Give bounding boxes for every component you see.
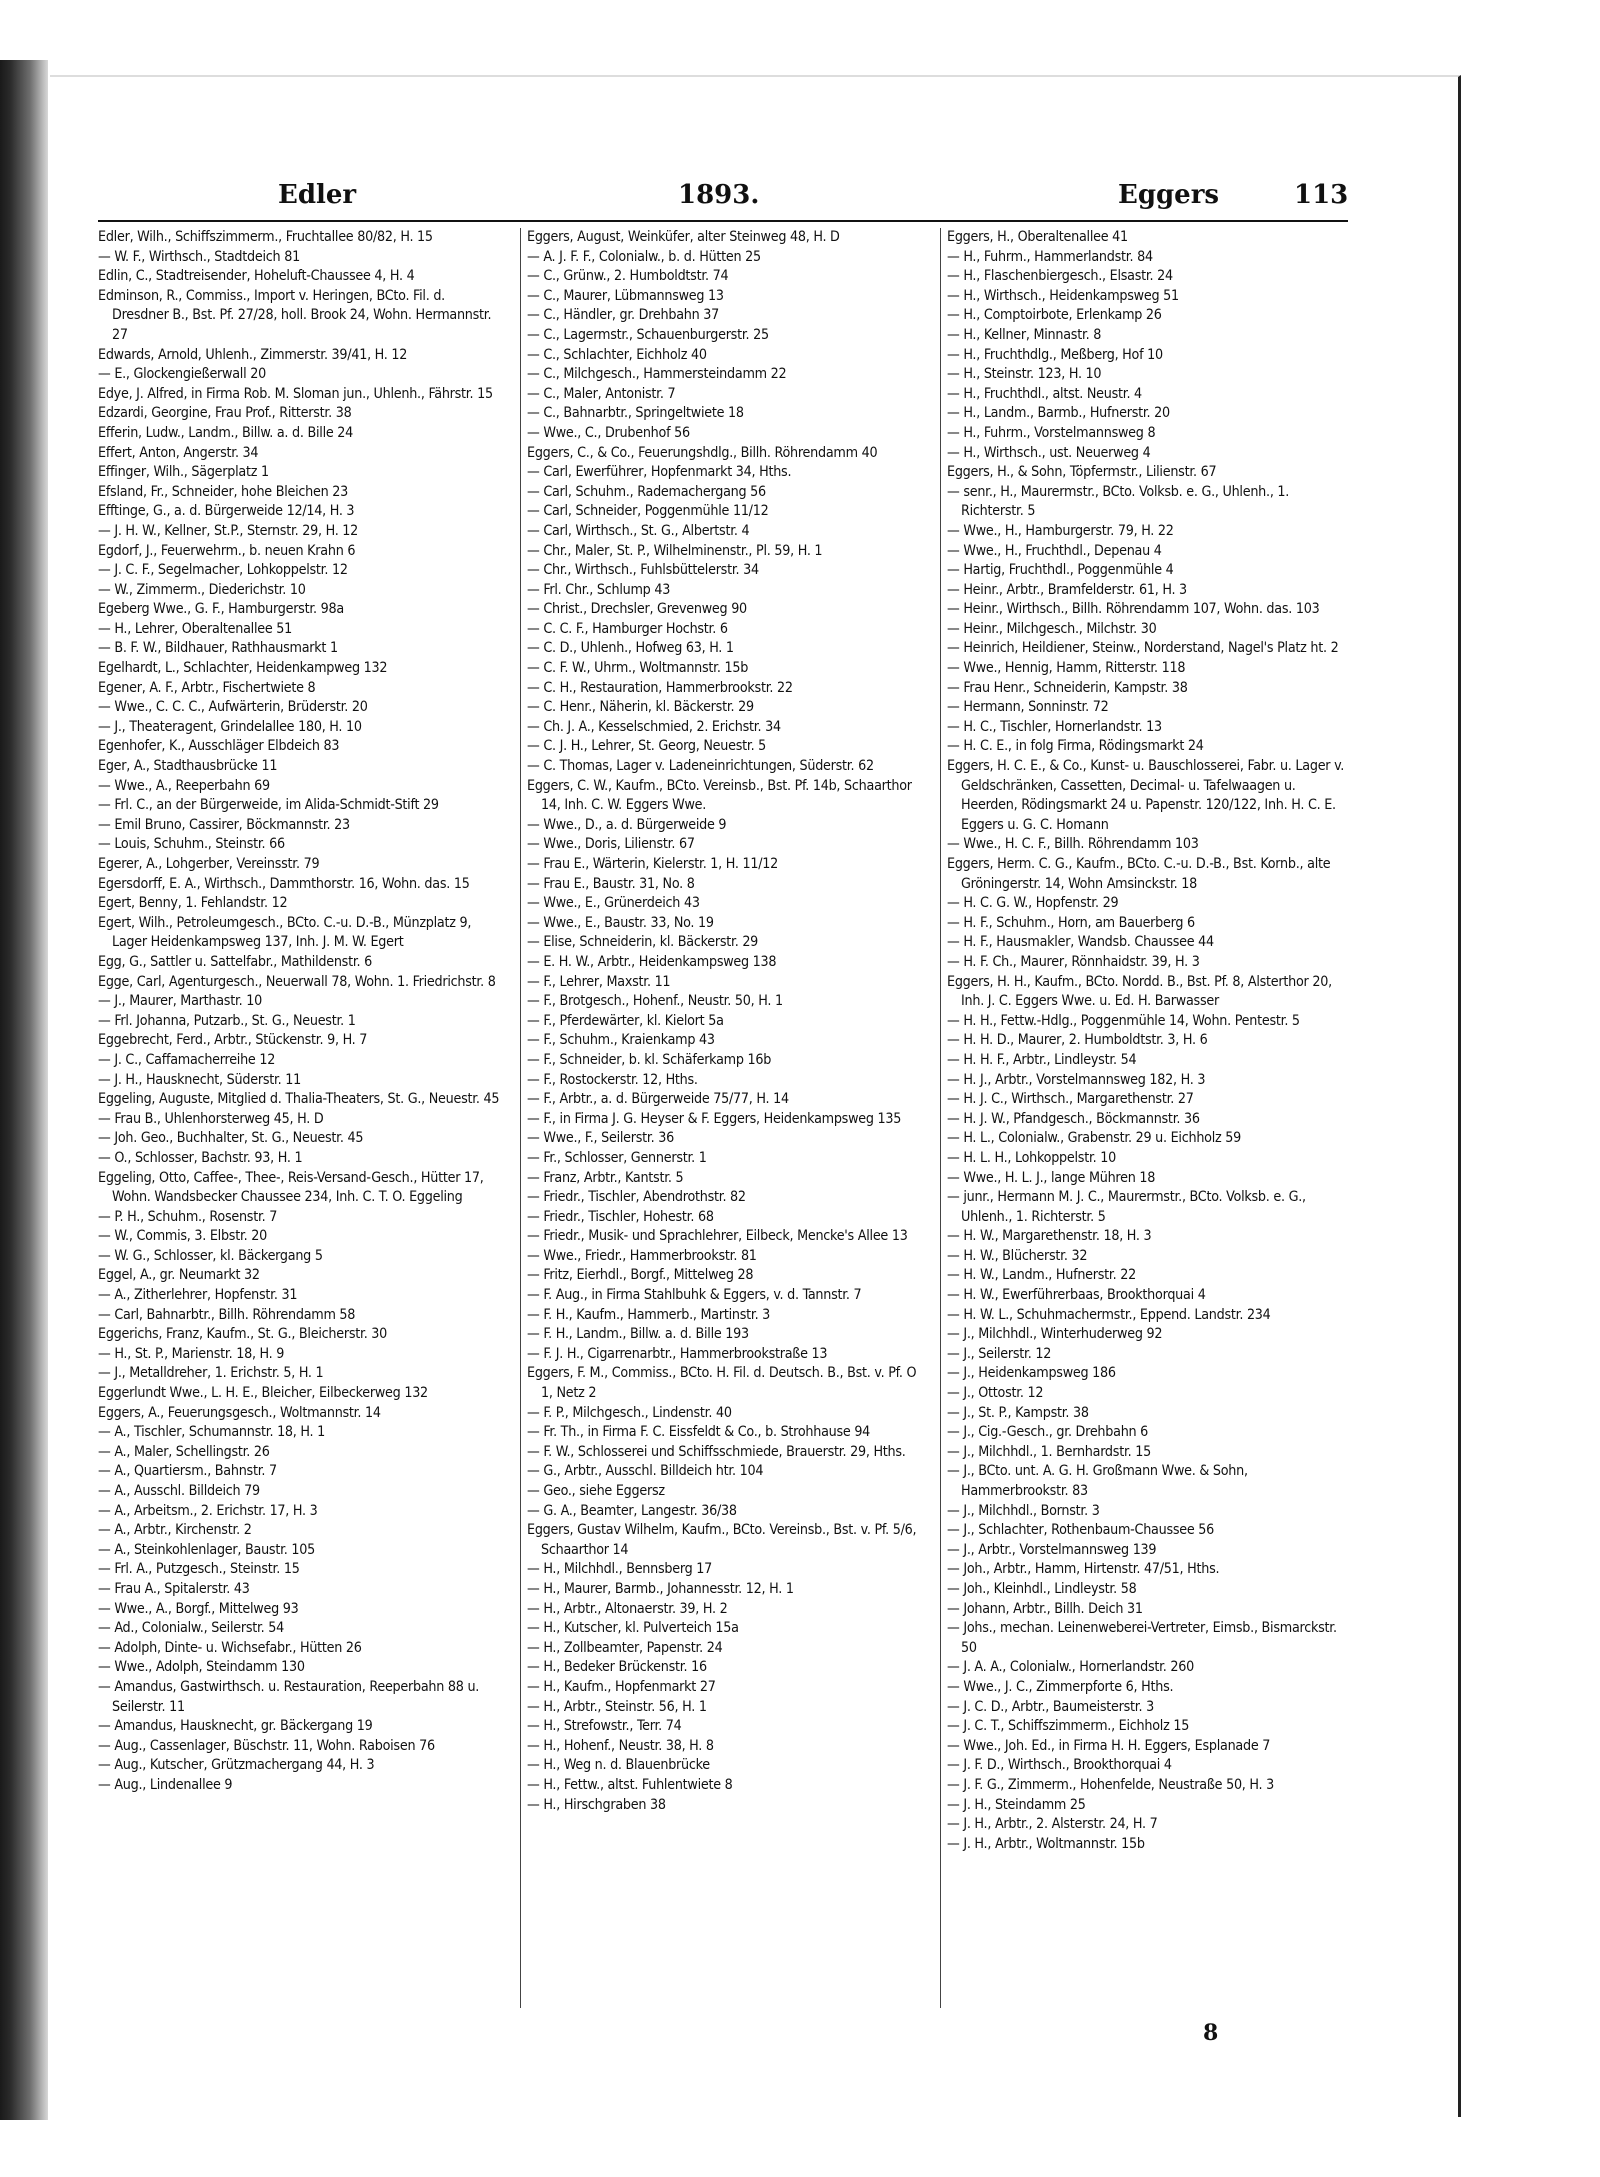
directory-entry: — J., Metalldreher, 1. Erichstr. 5, H. 1 bbox=[98, 1365, 324, 1382]
directory-entry: Egg, G., Sattler u. Sattelfabr., Mathildenstr. 6 bbox=[98, 953, 372, 970]
directory-entry: — F., Pferdewärter, kl. Kielort 5a bbox=[527, 1012, 724, 1029]
directory-entry: — Heinrich, Heildiener, Steinw., Norderstand, Nagel's Platz ht. 2 bbox=[947, 640, 1339, 657]
directory-entry: — E., Glockengießerwall 20 bbox=[98, 366, 266, 383]
directory-entry: — J. F. G., Zimmerm., Hohenfelde, Neustraße 50, H. 3 bbox=[947, 1776, 1274, 1793]
directory-entry: Edwards, Arnold, Uhlenh., Zimmerstr. 39/41, H. 12 bbox=[98, 346, 408, 363]
directory-entry: — H., Hirschgraben 38 bbox=[527, 1796, 666, 1813]
directory-entry: — H., Milchhdl., Bennsberg 17 bbox=[527, 1561, 712, 1578]
directory-entry: Eggeling, Otto, Caffee-, Thee-, Reis-Versand-Gesch., Hütter 17, Wohn. Wandsbecker Chaussee 234, Inh. C. T. O. Eggeling bbox=[98, 1169, 484, 1206]
directory-entry: — Friedr., Tischler, Abendrothstr. 82 bbox=[527, 1189, 746, 1206]
directory-entry: — Aug., Kutscher, Grützmachergang 44, H. 3 bbox=[98, 1757, 375, 1774]
directory-entry: — H., Arbtr., Steinstr. 56, H. 1 bbox=[527, 1698, 707, 1715]
directory-entry: — J., BCto. unt. A. G. H. Großmann Wwe. & Sohn, Hammerbrookstr. 83 bbox=[947, 1463, 1248, 1499]
directory-entry: — H. H., Fettw.-Hdlg., Poggenmühle 14, Wohn. Pentestr. 5 bbox=[947, 1012, 1300, 1029]
directory-entry: — Aug., Cassenlager, Büschstr. 11, Wohn. Raboisen 76 bbox=[98, 1737, 435, 1754]
directory-entry: — H., Steinstr. 123, H. 10 bbox=[947, 366, 1102, 383]
directory-entry: — C., Lagermstr., Schauenburgerstr. 25 bbox=[527, 326, 769, 343]
directory-entry: — F. Aug., in Firma Stahlbuhk & Eggers, v. d. Tannstr. 7 bbox=[527, 1287, 862, 1304]
directory-entry: — H. C. G. W., Hopfenstr. 29 bbox=[947, 895, 1119, 912]
directory-entry: — H., Bedeker Brückenstr. 16 bbox=[527, 1659, 707, 1676]
directory-entry: — A., Tischler, Schumannstr. 18, H. 1 bbox=[98, 1424, 325, 1441]
directory-entry: — C., Milchgesch., Hammersteindamm 22 bbox=[527, 366, 787, 383]
directory-entry: Eggers, Herm. C. G., Kaufm., BCto. C.-u. D.-B., Bst. Kornb., alte Gröningerstr. 14, Wohn Amsinckstr. 18 bbox=[947, 856, 1331, 892]
directory-entry: — Carl, Schuhm., Rademachergang 56 bbox=[527, 483, 766, 500]
directory-entry: — J. H., Arbtr., Woltmannstr. 15b bbox=[947, 1835, 1145, 1852]
directory-entry: — Heinr., Milchgesch., Milchstr. 30 bbox=[947, 620, 1157, 637]
directory-entry: — H., Maurer, Barmb., Johannesstr. 12, H. 1 bbox=[527, 1580, 794, 1597]
directory-entry: Eggerlundt Wwe., L. H. E., Bleicher, Eilbeckerweg 132 bbox=[98, 1385, 428, 1402]
directory-entry: — Carl, Ewerführer, Hopfenmarkt 34, Hths. bbox=[527, 464, 792, 481]
directory-entry: — H., Kellner, Minnastr. 8 bbox=[947, 326, 1102, 343]
directory-entry: — F. P., Milchgesch., Lindenstr. 40 bbox=[527, 1404, 732, 1421]
directory-entry: Egelhardt, L., Schlachter, Heidenkampweg 132 bbox=[98, 660, 388, 677]
directory-entry: — P. H., Schuhm., Rosenstr. 7 bbox=[98, 1208, 278, 1225]
directory-entry: — J., Milchhdl., 1. Bernhardstr. 15 bbox=[947, 1443, 1151, 1460]
directory-entry: — Wwe., D., a. d. Bürgerweide 9 bbox=[527, 816, 727, 833]
directory-entry: — C., Schlachter, Eichholz 40 bbox=[527, 346, 707, 363]
directory-entry: — Hermann, Sonninstr. 72 bbox=[947, 699, 1109, 716]
directory-entry: — A., Zitherlehrer, Hopfenstr. 31 bbox=[98, 1287, 298, 1304]
directory-entry: — Friedr., Musik- und Sprachlehrer, Eilbeck, Mencke's Allee 13 bbox=[527, 1228, 908, 1245]
directory-entry: Eger, A., Stadthausbrücke 11 bbox=[98, 758, 278, 775]
directory-entry: — C., Grünw., 2. Humboldtstr. 74 bbox=[527, 268, 729, 285]
directory-entry: Eggerichs, Franz, Kaufm., St. G., Bleicherstr. 30 bbox=[98, 1326, 388, 1343]
directory-entry: — Joh., Kleinhdl., Lindleystr. 58 bbox=[947, 1580, 1137, 1597]
directory-entry: — H. H. D., Maurer, 2. Humboldtstr. 3, H. 6 bbox=[947, 1032, 1208, 1049]
directory-entry: — H. C., Tischler, Hornerlandstr. 13 bbox=[947, 718, 1162, 735]
directory-entry: — A. J. F. F., Colonialw., b. d. Hütten 25 bbox=[527, 248, 761, 265]
directory-entry: — J., Milchhdl., Bornstr. 3 bbox=[947, 1502, 1100, 1519]
directory-page bbox=[98, 180, 1349, 2046]
directory-entry: — H., Fruchthdlg., Meßberg, Hof 10 bbox=[947, 346, 1163, 363]
directory-entry: — H. L., Colonialw., Grabenstr. 29 u. Eichholz 59 bbox=[947, 1130, 1242, 1147]
directory-entry: — Chr., Wirthsch., Fuhlsbüttelerstr. 34 bbox=[527, 562, 759, 579]
directory-entry: — Wwe., H., Fruchthdl., Depenau 4 bbox=[947, 542, 1162, 559]
directory-entry: — W., Zimmerm., Diederichstr. 10 bbox=[98, 581, 306, 598]
directory-entry: — Heinr., Arbtr., Bramfelderstr. 61, H. 3 bbox=[947, 581, 1187, 598]
directory-entry: — H., Fuhrm., Hammerlandstr. 84 bbox=[947, 248, 1153, 265]
directory-entry: — H., Zollbeamter, Papenstr. 24 bbox=[527, 1639, 723, 1656]
directory-entry: — Friedr., Tischler, Hohestr. 68 bbox=[527, 1208, 714, 1225]
directory-entry: — J., Theateragent, Grindelallee 180, H. 10 bbox=[98, 718, 362, 735]
directory-entry: — F., Rostockerstr. 12, Hths. bbox=[527, 1071, 698, 1088]
directory-entry: — C. H., Restauration, Hammerbrookstr. 22 bbox=[527, 679, 793, 696]
directory-entry: Eggers, August, Weinküfer, alter Steinweg 48, H. D bbox=[527, 229, 840, 245]
directory-entry: — Wwe., H. C. F., Billh. Röhrendamm 103 bbox=[947, 836, 1199, 853]
directory-entry: — J., St. P., Kampstr. 38 bbox=[947, 1404, 1089, 1421]
directory-entry: — H. W., Landm., Hufnerstr. 22 bbox=[947, 1267, 1136, 1284]
directory-entry: Egener, A. F., Arbtr., Fischertwiete 8 bbox=[98, 679, 316, 696]
directory-entry: — A., Arbeitsm., 2. Erichstr. 17, H. 3 bbox=[98, 1502, 318, 1519]
directory-entry: — G., Arbtr., Ausschl. Billdeich htr. 104 bbox=[527, 1463, 764, 1480]
directory-entry: — H. W., Margarethenstr. 18, H. 3 bbox=[947, 1228, 1152, 1245]
directory-entry: — Frl. A., Putzgesch., Steinstr. 15 bbox=[98, 1561, 300, 1578]
directory-entry: — C. J. H., Lehrer, St. Georg, Neuestr. 5 bbox=[527, 738, 767, 755]
directory-entry: — A., Maler, Schellingstr. 26 bbox=[98, 1443, 270, 1460]
directory-entry: — Frl. Chr., Schlump 43 bbox=[527, 581, 671, 598]
directory-entry: Egert, Benny, 1. Fehlandstr. 12 bbox=[98, 895, 288, 912]
directory-entry: Eggeling, Auguste, Mitglied d. Thalia-Theaters, St. G., Neuestr. 45 bbox=[98, 1091, 500, 1108]
directory-entry: — J., Cig.-Gesch., gr. Drehbahn 6 bbox=[947, 1424, 1149, 1441]
directory-entry: — C. F. W., Uhrm., Woltmannstr. 15b bbox=[527, 660, 749, 677]
directory-entry: — Joh. Geo., Buchhalter, St. G., Neuestr. 45 bbox=[98, 1130, 364, 1147]
directory-entry: Eggel, A., gr. Neumarkt 32 bbox=[98, 1267, 260, 1284]
directory-entry: — H. J. C., Wirthsch., Margarethenstr. 27 bbox=[947, 1091, 1194, 1108]
directory-entry: — Elise, Schneiderin, kl. Bäckerstr. 29 bbox=[527, 934, 759, 951]
directory-entry: — C. D., Uhlenh., Hofweg 63, H. 1 bbox=[527, 640, 734, 657]
directory-entry: — G. A., Beamter, Langestr. 36/38 bbox=[527, 1502, 737, 1519]
directory-entry: — Amandus, Hausknecht, gr. Bäckergang 19 bbox=[98, 1718, 373, 1735]
directory-entry: — J., Schlachter, Rothenbaum-Chaussee 56 bbox=[947, 1522, 1214, 1539]
directory-entry: — W., Commis, 3. Elbstr. 20 bbox=[98, 1228, 267, 1245]
directory-entry: — J., Seilerstr. 12 bbox=[947, 1345, 1052, 1362]
directory-entry: — C., Maler, Antonistr. 7 bbox=[527, 385, 676, 402]
directory-entry: — Wwe., E., Grünerdeich 43 bbox=[527, 895, 700, 912]
book-gutter-shadow bbox=[0, 60, 48, 2120]
directory-entry: Eggebrecht, Ferd., Arbtr., Stückenstr. 9, H. 7 bbox=[98, 1032, 368, 1049]
directory-entry: — F., in Firma J. G. Heyser & F. Eggers, Heidenkampsweg 135 bbox=[527, 1110, 902, 1127]
directory-entry: — H. C. E., in folg Firma, Rödingsmarkt 24 bbox=[947, 738, 1204, 755]
directory-entry: — Wwe., E., Baustr. 33, No. 19 bbox=[527, 914, 714, 931]
directory-entry: — Frl. C., an der Bürgerweide, im Alida-Schmidt-Stift 29 bbox=[98, 797, 439, 814]
directory-entry: — Heinr., Wirthsch., Billh. Röhrendamm 107, Wohn. das. 103 bbox=[947, 601, 1320, 618]
directory-entry: — H., Lehrer, Oberaltenallee 51 bbox=[98, 620, 293, 637]
directory-entry: — H., Landm., Barmb., Hufnerstr. 20 bbox=[947, 405, 1170, 422]
directory-entry: — A., Quartiersm., Bahnstr. 7 bbox=[98, 1463, 277, 1480]
directory-entry: — J. A. A., Colonialw., Hornerlandstr. 260 bbox=[947, 1659, 1194, 1676]
directory-entry: — F., Schuhm., Kraienkamp 43 bbox=[527, 1032, 715, 1049]
directory-entry: Eggers, H. C. E., & Co., Kunst- u. Bauschlosserei, Fabr. u. Lager v. Geldschränken, Cassetten, Decimal- u. Tafelwaagen u. Heerden, Rödingsmarkt 24 u. Papenstr. 120/122, Inh. H. C. E. Eggers u. G. C. Homann bbox=[947, 758, 1345, 833]
directory-entry: — Frau Henr., Schneiderin, Kampstr. 38 bbox=[947, 679, 1188, 696]
directory-entry: — J., Arbtr., Vorstelmannsweg 139 bbox=[947, 1541, 1157, 1558]
directory-entry: Egerer, A., Lohgerber, Vereinsstr. 79 bbox=[98, 856, 320, 872]
directory-entry: — F. J. H., Cigarrenarbtr., Hammerbrookstraße 13 bbox=[527, 1345, 828, 1362]
column-3 bbox=[940, 228, 1349, 2008]
directory-entry: — A., Arbtr., Kirchenstr. 2 bbox=[98, 1522, 252, 1539]
directory-entry: Egeberg Wwe., G. F., Hamburgerstr. 98a bbox=[98, 601, 344, 618]
directory-entry: — E. H. W., Arbtr., Heidenkampsweg 138 bbox=[527, 953, 777, 970]
directory-entry: — Wwe., Doris, Lilienstr. 67 bbox=[527, 836, 695, 853]
directory-entry: — H. W. L., Schuhmachermstr., Eppend. Landstr. 234 bbox=[947, 1306, 1271, 1323]
directory-entry: — C., Maurer, Lübmannsweg 13 bbox=[527, 287, 724, 304]
directory-entry: — Wwe., A., Reeperbahn 69 bbox=[98, 777, 270, 794]
directory-entry: — W. G., Schlosser, kl. Bäckergang 5 bbox=[98, 1247, 323, 1264]
directory-entry: — Fr., Schlosser, Gennerstr. 1 bbox=[527, 1149, 707, 1166]
directory-entry: — Carl, Schneider, Poggenmühle 11/12 bbox=[527, 503, 769, 520]
directory-entry: — H., Hohenf., Neustr. 38, H. 8 bbox=[527, 1737, 714, 1754]
directory-entry: — Wwe., A., Borgf., Mittelweg 93 bbox=[98, 1600, 299, 1617]
directory-entry: — Wwe., H., Hamburgerstr. 79, H. 22 bbox=[947, 522, 1174, 539]
directory-entry: — Christ., Drechsler, Grevenweg 90 bbox=[527, 601, 747, 618]
page-number: 113 bbox=[1294, 180, 1349, 210]
directory-entry: Eggers, Gustav Wilhelm, Kaufm., BCto. Vereinsb., Bst. v. Pf. 5/6, Schaarthor 14 bbox=[527, 1522, 917, 1558]
directory-entry: Edzardi, Georgine, Frau Prof., Ritterstr. 38 bbox=[98, 405, 352, 422]
directory-entry: — junr., Hermann M. J. C., Maurermstr., BCto. Volksb. e. G., Uhlenh., 1. Richterstr. 5 bbox=[947, 1189, 1306, 1225]
directory-entry: Eggers, H. H., Kaufm., BCto. Nordd. B., Bst. Pf. 8, Alsterthor 20, Inh. J. C. Eggers Wwe. u. Ed. H. Barwasser bbox=[947, 973, 1332, 1010]
directory-entry: — H., Kaufm., Hopfenmarkt 27 bbox=[527, 1678, 716, 1695]
running-header bbox=[98, 180, 1348, 222]
directory-entry: — H. F., Schuhm., Horn, am Bauerberg 6 bbox=[947, 914, 1195, 931]
directory-entry: Eggers, H., Oberaltenallee 41 bbox=[947, 229, 1128, 245]
directory-entry: — J. C. T., Schiffszimmerm., Eichholz 15 bbox=[947, 1718, 1190, 1735]
directory-entry: Eggers, F. M., Commiss., BCto. H. Fil. d. Deutsch. B., Bst. v. Pf. O 1, Netz 2 bbox=[527, 1365, 917, 1402]
directory-entry: — Wwe., Friedr., Hammerbrookstr. 81 bbox=[527, 1247, 757, 1264]
directory-entry: — F. H., Kaufm., Hammerb., Martinstr. 3 bbox=[527, 1306, 771, 1323]
directory-entry: — A., Ausschl. Billdeich 79 bbox=[98, 1483, 260, 1499]
directory-entry: — O., Schlosser, Bachstr. 93, H. 1 bbox=[98, 1149, 303, 1166]
directory-entry: — C. C. F., Hamburger Hochstr. 6 bbox=[527, 620, 728, 637]
directory-entry: — Wwe., Adolph, Steindamm 130 bbox=[98, 1659, 305, 1676]
directory-entry: — Frau E., Wärterin, Kielerstr. 1, H. 11/12 bbox=[527, 856, 779, 872]
signature-mark: 8 bbox=[1203, 2020, 1219, 2046]
directory-entry: — Frau B., Uhlenhorsterweg 45, H. D bbox=[98, 1110, 324, 1127]
directory-entry: — C. Thomas, Lager v. Ladeneinrichtungen, Süderstr. 62 bbox=[527, 758, 874, 775]
directory-entry: Edminson, R., Commiss., Import v. Heringen, BCto. Fil. d. Dresdner B., Bst. Pf. 27/28, holl. Brook 24, Wohn. Hermannstr. 27 bbox=[98, 287, 492, 343]
directory-entry: — H. F. Ch., Maurer, Rönnhaidstr. 39, H. 3 bbox=[947, 953, 1200, 970]
directory-entry: — J. C. D., Arbtr., Baumeisterstr. 3 bbox=[947, 1698, 1154, 1715]
directory-entry: — Wwe., H. L. J., lange Mühren 18 bbox=[947, 1169, 1156, 1186]
column-1 bbox=[98, 228, 504, 2008]
directory-entry: Edlin, C., Stadtreisender, Hoheluft-Chaussee 4, H. 4 bbox=[98, 268, 415, 285]
directory-entry: Eggers, A., Feuerungsgesch., Woltmannstr. 14 bbox=[98, 1404, 381, 1421]
directory-entry: — Wwe., C., Drubenhof 56 bbox=[527, 424, 690, 441]
directory-entry: Egenhofer, K., Ausschläger Elbdeich 83 bbox=[98, 738, 340, 755]
directory-entry: — H. J. W., Pfandgesch., Böckmannstr. 36 bbox=[947, 1110, 1200, 1127]
directory-entry: — senr., H., Maurermstr., BCto. Volksb. e. G., Uhlenh., 1. Richterstr. 5 bbox=[947, 483, 1290, 520]
directory-entry: — Franz, Arbtr., Kantstr. 5 bbox=[527, 1169, 684, 1186]
directory-entry: — Wwe., Joh. Ed., in Firma H. H. Eggers, Esplanade 7 bbox=[947, 1737, 1271, 1754]
header-rule bbox=[98, 220, 1348, 222]
directory-entry: — Frau A., Spitalerstr. 43 bbox=[98, 1580, 250, 1597]
directory-entry: — Carl, Bahnarbtr., Billh. Röhrendamm 58 bbox=[98, 1306, 356, 1323]
directory-entry: — J. H., Arbtr., 2. Alsterstr. 24, H. 7 bbox=[947, 1816, 1158, 1833]
directory-entry: Edye, J. Alfred, in Firma Rob. M. Sloman jun., Uhlenh., Fährstr. 15 bbox=[98, 385, 493, 402]
directory-entry: — H., Comptoirbote, Erlenkamp 26 bbox=[947, 307, 1162, 324]
directory-entry: — H., Wirthsch., Heidenkampsweg 51 bbox=[947, 287, 1179, 304]
header-year: 1893. bbox=[678, 180, 760, 210]
directory-entry: — Adolph, Dinte- u. Wichsefabr., Hütten 26 bbox=[98, 1639, 362, 1656]
directory-entry: — W. F., Wirthsch., Stadtdeich 81 bbox=[98, 248, 300, 265]
directory-entry: Eggers, C., & Co., Feuerungshdlg., Billh. Röhrendamm 40 bbox=[527, 444, 878, 461]
directory-entry: Egge, Carl, Agenturgesch., Neuerwall 78, Wohn. 1. Friedrichstr. 8 bbox=[98, 973, 496, 990]
directory-entry: Edler, Wilh., Schiffszimmerm., Fruchtallee 80/82, H. 15 bbox=[98, 229, 433, 245]
directory-entry: — H., Flaschenbiergesch., Elsastr. 24 bbox=[947, 268, 1173, 285]
directory-entry: Eggers, C. W., Kaufm., BCto. Vereinsb., Bst. Pf. 14b, Schaarthor 14, Inh. C. W. Eggers Wwe. bbox=[527, 777, 912, 814]
directory-entry: — C., Bahnarbtr., Springeltwiete 18 bbox=[527, 405, 744, 422]
directory-entry: — J. H. W., Kellner, St.P., Sternstr. 29, H. 12 bbox=[98, 522, 359, 539]
header-first-name: Edler bbox=[278, 180, 357, 210]
directory-entry: — Wwe., Hennig, Hamm, Ritterstr. 118 bbox=[947, 660, 1186, 677]
directory-entry: Effinger, Wilh., Sägerplatz 1 bbox=[98, 464, 269, 481]
directory-entry: — Frau E., Baustr. 31, No. 8 bbox=[527, 875, 695, 892]
directory-entry: — J., Ottostr. 12 bbox=[947, 1385, 1044, 1402]
directory-entry: — H. W., Blücherstr. 32 bbox=[947, 1247, 1088, 1264]
column-2 bbox=[520, 228, 927, 2008]
directory-entry: — H. L. H., Lohkoppelstr. 10 bbox=[947, 1149, 1116, 1166]
directory-entry: — Fritz, Eierhdl., Borgf., Mittelweg 28 bbox=[527, 1267, 754, 1284]
directory-entry: — Louis, Schuhm., Steinstr. 66 bbox=[98, 836, 285, 853]
directory-entry: — J. H., Hausknecht, Süderstr. 11 bbox=[98, 1071, 302, 1088]
directory-entry: — Emil Bruno, Cassirer, Böckmannstr. 23 bbox=[98, 816, 350, 833]
directory-entry: — Johann, Arbtr., Billh. Deich 31 bbox=[947, 1600, 1143, 1617]
directory-entry: — Fr. Th., in Firma F. C. Eissfeldt & Co., b. Strohhause 94 bbox=[527, 1424, 871, 1441]
directory-entry: — Carl, Wirthsch., St. G., Albertstr. 4 bbox=[527, 522, 750, 539]
directory-entry: — F., Lehrer, Maxstr. 11 bbox=[527, 973, 671, 990]
directory-entry: — F. H., Landm., Billw. a. d. Bille 193 bbox=[527, 1326, 749, 1343]
header-last-name: Eggers bbox=[1118, 180, 1220, 210]
directory-entry: — H., Fuhrm., Vorstelmannsweg 8 bbox=[947, 424, 1156, 441]
directory-entry: — H. W., Ewerführerbaas, Brookthorquai 4 bbox=[947, 1287, 1206, 1304]
directory-entry: — Johs., mechan. Leinenweberei-Vertreter, Eimsb., Bismarckstr. 50 bbox=[947, 1620, 1337, 1656]
directory-entry: — H., Kutscher, kl. Pulverteich 15a bbox=[527, 1620, 739, 1637]
directory-entry: — J., Heidenkampsweg 186 bbox=[947, 1365, 1116, 1382]
directory-entry: — H., Weg n. d. Blauenbrücke bbox=[527, 1757, 710, 1774]
directory-entry: — J. H., Steindamm 25 bbox=[947, 1796, 1086, 1813]
directory-entry: — H., Wirthsch., ust. Neuerweg 4 bbox=[947, 444, 1151, 461]
directory-entry: — Joh., Arbtr., Hamm, Hirtenstr. 47/51, Hths. bbox=[947, 1561, 1220, 1578]
directory-entry: Effert, Anton, Angerstr. 34 bbox=[98, 444, 259, 461]
directory-entry: — H., St. P., Marienstr. 18, H. 9 bbox=[98, 1345, 285, 1362]
directory-entry: — H. F., Hausmakler, Wandsb. Chaussee 44 bbox=[947, 934, 1214, 951]
directory-entry: Egert, Wilh., Petroleumgesch., BCto. C.-u. D.-B., Münzplatz 9, Lager Heidenkampsweg 137, Inh. J. M. W. Egert bbox=[98, 914, 472, 951]
directory-entry: — Chr., Maler, St. P., Wilhelminenstr., Pl. 59, H. 1 bbox=[527, 542, 823, 559]
directory-entry: Egersdorff, E. A., Wirthsch., Dammthorstr. 16, Wohn. das. 15 bbox=[98, 875, 470, 892]
directory-entry: — H., Arbtr., Altonaerstr. 39, H. 2 bbox=[527, 1600, 728, 1617]
directory-entry: — F., Brotgesch., Hohenf., Neustr. 50, H. 1 bbox=[527, 993, 783, 1010]
directory-entry: — Frl. Johanna, Putzarb., St. G., Neuestr. 1 bbox=[98, 1012, 356, 1029]
directory-entry: — F. W., Schlosserei und Schiffsschmiede, Brauerstr. 29, Hths. bbox=[527, 1443, 906, 1460]
directory-entry: — H., Fettw., altst. Fuhlentwiete 8 bbox=[527, 1776, 733, 1793]
directory-entry: — Ch. J. A., Kesselschmied, 2. Erichstr. 34 bbox=[527, 718, 781, 735]
directory-entry: — J. F. D., Wirthsch., Brookthorquai 4 bbox=[947, 1757, 1172, 1774]
directory-entry: — Wwe., C. C. C., Aufwärterin, Brüderstr. 20 bbox=[98, 699, 368, 716]
directory-entry: — H. J., Arbtr., Vorstelmannsweg 182, H. 3 bbox=[947, 1071, 1206, 1088]
directory-entry: Efsland, Fr., Schneider, hohe Bleichen 23 bbox=[98, 483, 348, 500]
directory-entry: — J., Maurer, Marthastr. 10 bbox=[98, 993, 262, 1010]
directory-entry: — F., Schneider, b. kl. Schäferkamp 16b bbox=[527, 1051, 772, 1068]
directory-entry: Efferin, Ludw., Landm., Billw. a. d. Bille 24 bbox=[98, 424, 354, 441]
directory-entry: — H. H. F., Arbtr., Lindleystr. 54 bbox=[947, 1051, 1137, 1068]
directory-entry: — A., Steinkohlenlager, Baustr. 105 bbox=[98, 1541, 315, 1558]
directory-entry: — Wwe., J. C., Zimmerpforte 6, Hths. bbox=[947, 1678, 1174, 1695]
directory-entry: — Amandus, Gastwirthsch. u. Restauration, Reeperbahn 88 u. Seilerstr. 11 bbox=[98, 1678, 480, 1715]
directory-entry: — J. C. F., Segelmacher, Lohkoppelstr. 12 bbox=[98, 562, 348, 579]
directory-entry: — H., Fruchthdl., altst. Neustr. 4 bbox=[947, 385, 1142, 402]
directory-entry: Efftinge, G., a. d. Bürgerweide 12/14, H. 3 bbox=[98, 503, 355, 520]
directory-entry: — J., Milchhdl., Winterhuderweg 92 bbox=[947, 1326, 1163, 1343]
directory-entry: — Aug., Lindenallee 9 bbox=[98, 1776, 233, 1793]
directory-entry: — B. F. W., Bildhauer, Rathhausmarkt 1 bbox=[98, 640, 338, 657]
directory-entry: — Hartig, Fruchthdl., Poggenmühle 4 bbox=[947, 562, 1174, 579]
directory-entry: — F., Arbtr., a. d. Bürgerweide 75/77, H. 14 bbox=[527, 1091, 789, 1108]
directory-entry: — C. Henr., Näherin, kl. Bäckerstr. 29 bbox=[527, 699, 754, 716]
directory-entry: — H., Strefowstr., Terr. 74 bbox=[527, 1718, 682, 1735]
directory-entry: Egdorf, J., Feuerwehrm., b. neuen Krahn 6 bbox=[98, 542, 356, 559]
directory-entry: Eggers, H., & Sohn, Töpfermstr., Lilienstr. 67 bbox=[947, 464, 1217, 481]
directory-entry: — Wwe., F., Seilerstr. 36 bbox=[527, 1130, 674, 1147]
directory-entry: — J. C., Caffamacherreihe 12 bbox=[98, 1051, 276, 1068]
directory-entry: — C., Händler, gr. Drehbahn 37 bbox=[527, 307, 720, 324]
directory-entry: — Geo., siehe Eggersz bbox=[527, 1483, 665, 1499]
directory-entry: — Ad., Colonialw., Seilerstr. 54 bbox=[98, 1620, 285, 1637]
